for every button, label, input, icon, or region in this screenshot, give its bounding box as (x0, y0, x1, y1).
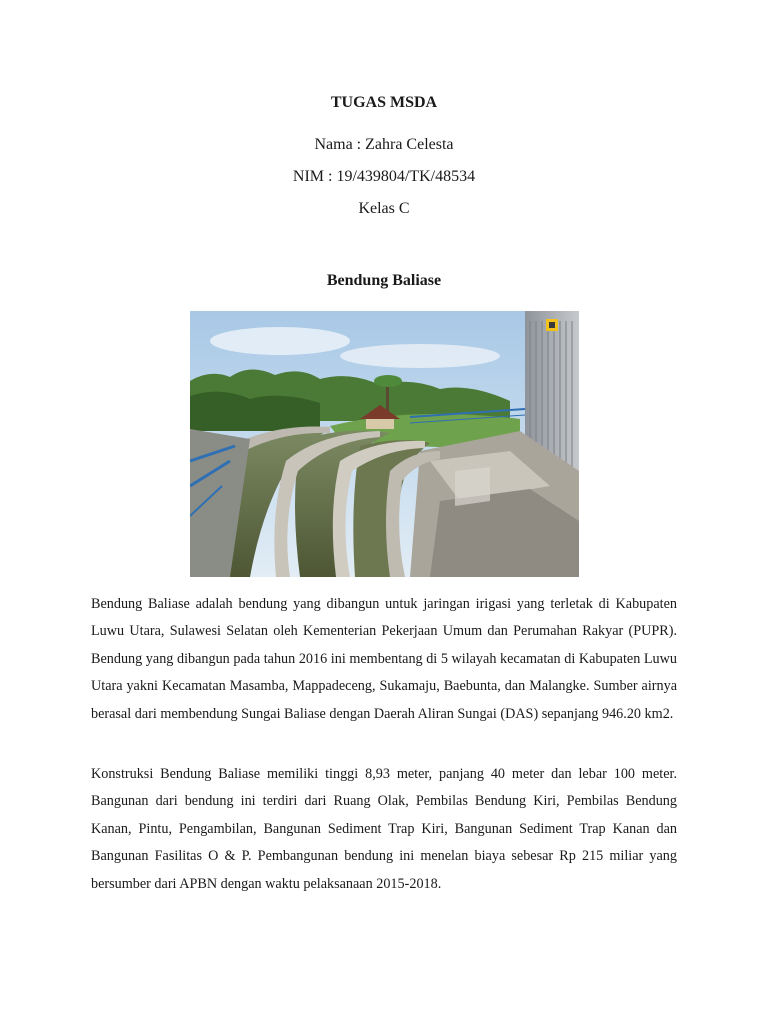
document-title: TUGAS MSDA (330, 94, 438, 111)
paragraph-2: Konstruksi Bendung Baliase memiliki tinggi 8,93 meter, panjang 40 meter dan lebar 100 meter. Bangunan dari bendung ini terdiri dari Ruang Olak, Pembilas Bendung Kiri, Pembilas Bendung Kanan, Pintu, Pengambilan, Bangunan Sediment Trap Kiri, Bangunan Sediment Trap Kanan dan Bangunan Fasilitas O & P. Pembangunan bendung ini menelan biaya sebesar Rp 215 miliar yang bersumber dari APBN dengan waktu pelaksanaan 2015-2018. (91, 766, 677, 892)
student-nim: NIM : 19/439804/TK/48534 (292, 168, 476, 185)
student-class: Kelas C (358, 200, 410, 217)
student-name: Nama : Zahra Celesta (314, 136, 454, 153)
article-heading: Bendung Baliase (326, 272, 442, 289)
dam-photo (190, 311, 579, 577)
paragraph-1: Bendung Baliase adalah bendung yang dibangun untuk jaringan irigasi yang terletak di Kabupaten Luwu Utara, Sulawesi Selatan oleh Kementerian Pekerjaan Umum dan Perumahan Rakyar (PUPR). Bendung yang dibangun pada tahun 2016 ini membentang di 5 wilayah kecamatan di Kabupaten Luwu Utara yakni Kecamatan Masamba, Mappadeceng, Sukamaju, Baebunta, dan Malangke. Sumber airnya berasal dari membendung Sungai Baliase dengan Daerah Aliran Sungai (DAS) sepanjang 946.20 km2. (91, 596, 677, 722)
